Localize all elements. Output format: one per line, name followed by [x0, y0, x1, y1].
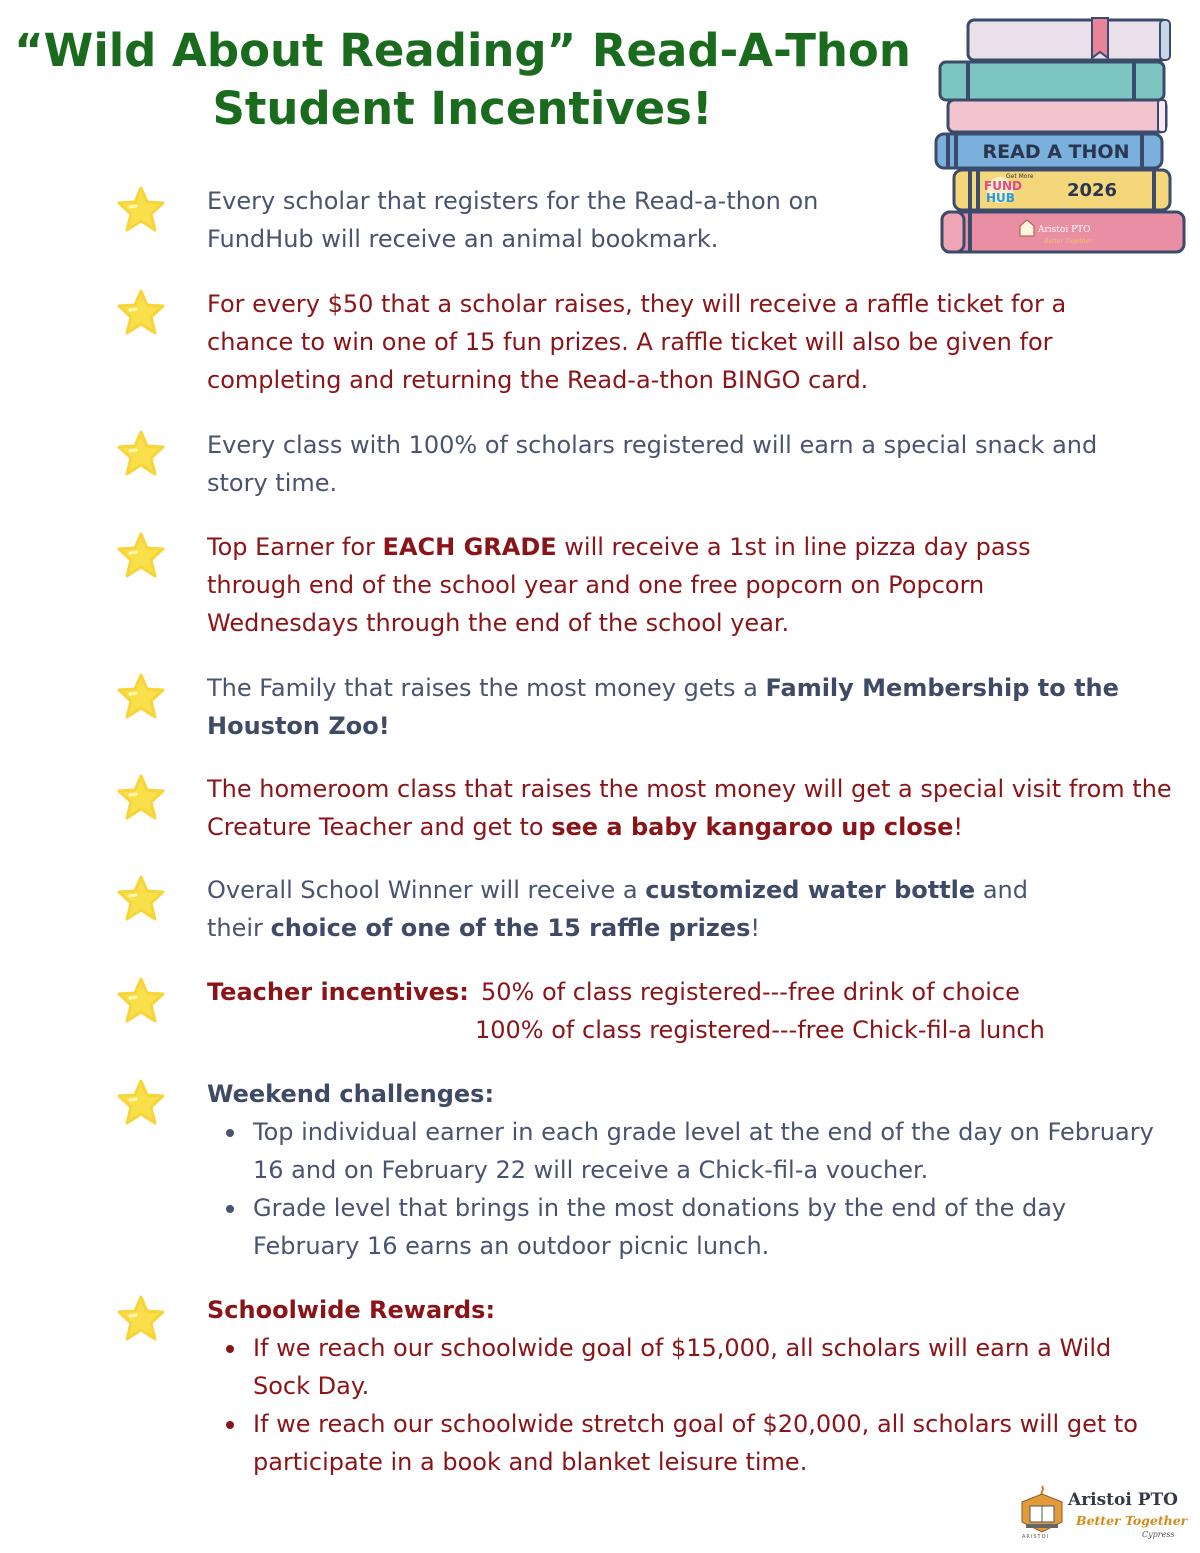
book-blue — [936, 134, 1162, 168]
list-item: If we reach our schoolwide goal of $15,000, all scholars will earn a Wild Sock Day. — [253, 1329, 1157, 1405]
incentive-text — [207, 871, 1087, 947]
text-part: Overall School Winner will receive a — [207, 876, 646, 904]
book-bottom — [942, 212, 1184, 252]
page-title — [0, 22, 925, 138]
text-part: Top Earner for — [207, 533, 383, 561]
logo-small-text: ARISTOI — [1022, 1534, 1050, 1540]
schoolwide-heading: Schoolwide Rewards: — [207, 1296, 496, 1324]
text-bold-each-grade: EACH GRADE — [382, 533, 557, 561]
book-stack-illustration — [932, 14, 1188, 259]
fundhub-small-text: Get More — [1006, 173, 1034, 180]
star-icon — [116, 672, 166, 720]
star-icon — [116, 185, 166, 233]
title-line-1: “Wild About Reading” Read-A-Thon — [14, 24, 911, 77]
teacher-line-2: 100% of class registered---free Chick-fil-a lunch — [475, 1016, 1045, 1044]
incentive-text — [207, 669, 1182, 745]
star-icon — [116, 1294, 166, 1342]
star-icon — [116, 874, 166, 922]
text-bold-water-bottle: customized water bottle — [645, 876, 976, 904]
schoolwide-section — [207, 1291, 1157, 1481]
book-top — [968, 18, 1170, 60]
text-part: The Family that raises the most money gets a — [207, 674, 766, 702]
aristoi-pto-logo — [1016, 1482, 1186, 1544]
list-item: If we reach our schoolwide stretch goal of $20,000, all scholars will get to participate in a book and blanket leisure time. — [253, 1405, 1157, 1481]
title-line-2: Student Incentives! — [212, 82, 713, 135]
star-icon — [116, 976, 166, 1024]
school-crest-icon — [1018, 1484, 1066, 1534]
teacher-label: Teacher incentives: — [207, 978, 469, 1006]
incentive-text: Every scholar that registers for the Read-a-thon on FundHub will receive an animal bookmark. — [207, 187, 819, 253]
text-part: ! — [953, 813, 964, 841]
incentive-text — [207, 528, 1127, 642]
logo-name: Aristoi PTO — [1068, 1490, 1178, 1510]
aristoi-book-name: Aristoi PTO — [1038, 225, 1091, 235]
incentive-text — [207, 770, 1182, 846]
schoolwide-list — [207, 1329, 1157, 1481]
text-bold-zoo: Family Membership to the Houston Zoo! — [207, 674, 1119, 740]
text-bold-kangaroo: see a baby kangaroo up close — [551, 813, 954, 841]
list-item: Grade level that brings in the most donations by the end of the day February 16 earns an outdoor picnic lunch. — [253, 1189, 1157, 1265]
book-yellow — [954, 170, 1170, 210]
star-icon — [116, 288, 166, 336]
star-icon — [116, 1078, 166, 1126]
teacher-incentives — [207, 973, 1167, 1044]
weekend-list — [207, 1113, 1157, 1265]
text-part: ! — [750, 914, 761, 942]
read-a-thon-label: READ A THON — [982, 141, 1130, 163]
book-pink — [948, 100, 1166, 132]
book-teal — [940, 62, 1164, 100]
weekend-section — [207, 1075, 1157, 1265]
fundhub-hub: HUB — [986, 191, 1015, 205]
text-part: and their — [207, 876, 1028, 942]
text-part: will receive a 1st in line pizza day pass through end of the school year and one free popcorn on Popcorn Wednesdays through the end of the school year. — [207, 533, 1031, 637]
star-icon — [116, 773, 166, 821]
incentive-text: For every $50 that a scholar raises, they will receive a raffle ticket for a chance to win one of 15 fun prizes. A raffle ticket will also be given for completing and returning the Read-a-thon BINGO card. — [207, 290, 1067, 394]
fundhub-fund: FUND — [984, 179, 1022, 193]
incentive-text: Every class with 100% of scholars registered will earn a special snack and story time. — [207, 431, 1098, 497]
star-icon — [116, 429, 166, 477]
text-part: The homeroom class that raises the most money will get a special visit from the Creature Teacher and get to — [207, 775, 1172, 841]
year-label: 2026 — [1066, 180, 1118, 201]
logo-location: Cypress — [1142, 1530, 1175, 1539]
text-bold-raffle-choice: choice of one of the 15 raffle prizes — [270, 914, 751, 942]
teacher-line-1: 50% of class registered---free drink of choice — [481, 978, 1020, 1006]
weekend-heading: Weekend challenges: — [207, 1080, 495, 1108]
aristoi-book-tagline: Better Together — [1044, 238, 1093, 245]
logo-tagline: Better Together — [1076, 1513, 1188, 1528]
star-icon — [116, 531, 166, 579]
list-item: Top individual earner in each grade level at the end of the day on February 16 and on February 22 will receive a Chick-fil-a voucher. — [253, 1113, 1157, 1189]
